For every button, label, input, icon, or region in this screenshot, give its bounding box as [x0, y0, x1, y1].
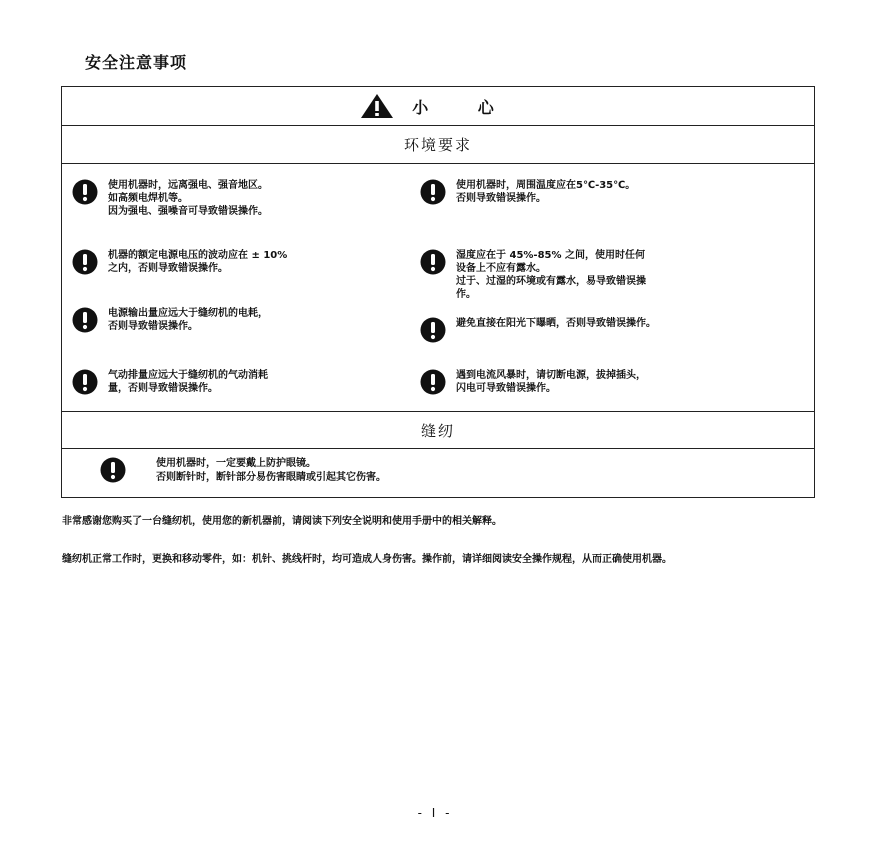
sewing-header: 缝纫	[62, 411, 814, 449]
env-item-storm	[420, 369, 646, 395]
exclamation-icon	[420, 369, 446, 395]
env-item-text: 使用机器时，远离强电、强音地区。 如高频电焊机等。 因为强电、强噪音可导致错误操作。	[108, 180, 268, 217]
warning-triangle-icon	[360, 93, 394, 119]
caution-label: 小 心	[412, 97, 516, 117]
env-item-text: 机器的额定电源电压的波动应在 ± 10% 之内，否则导致错误操作。	[108, 250, 288, 274]
env-item-power-output	[72, 307, 268, 333]
sewing-item-text: 使用机器时，一定要戴上防护眼镜。 否则断针时，断针部分易伤害眼睛或引起其它伤害。	[156, 458, 386, 483]
caution-header	[62, 87, 814, 126]
env-item-humidity	[420, 249, 646, 301]
sewing-item-goggles	[100, 457, 386, 485]
env-item-text: 电源输出量应远大于缝纫机的电耗， 否则导致错误操作。	[108, 308, 268, 332]
exclamation-icon	[420, 249, 446, 275]
env-item-temperature	[420, 179, 635, 205]
exclamation-icon	[72, 249, 98, 275]
exclamation-icon	[420, 179, 446, 205]
env-item-text: 遇到电流风暴时，请切断电源，拔掉插头， 闪电可导致错误操作。	[456, 370, 646, 394]
operation-paragraph: 缝纫机正常工作时，更换和移动零件，如：机针、挑线杆时，均可造成人身伤害。操作前，请详细阅读安全操作规程，从而正确使用机器。	[62, 554, 672, 565]
env-item-text: 湿度应在于 45%-85% 之间，使用时任何 设备上不应有露水。 过于、过湿的环境或有露水，易导致错误操 作。	[456, 250, 646, 300]
page-title: 安全注意事项	[85, 53, 188, 72]
env-item-text: 使用机器时，周围温度应在5℃-35℃。 否则导致错误操作。	[456, 180, 636, 204]
env-item-text: 避免直接在阳光下曝晒，否则导致错误操作。	[456, 318, 656, 329]
exclamation-icon	[420, 317, 446, 343]
env-item-voltage	[72, 249, 287, 275]
environment-header: 环境要求	[62, 125, 814, 164]
page-number: - I -	[417, 806, 453, 820]
exclamation-icon	[100, 457, 126, 483]
exclamation-icon	[72, 369, 98, 395]
intro-paragraph: 非常感谢您购买了一台缝纫机，使用您的新机器前，请阅读下列安全说明和使用手册中的相关解释。	[62, 516, 502, 527]
env-item-pneumatic	[72, 369, 268, 395]
safety-caution-box	[61, 86, 815, 498]
env-item-interference	[72, 179, 268, 218]
exclamation-icon	[72, 179, 98, 205]
env-item-text: 气动排量应远大于缝纫机的气动消耗 量，否则导致错误操作。	[108, 370, 268, 394]
env-item-sunlight	[420, 317, 656, 343]
exclamation-icon	[72, 307, 98, 333]
